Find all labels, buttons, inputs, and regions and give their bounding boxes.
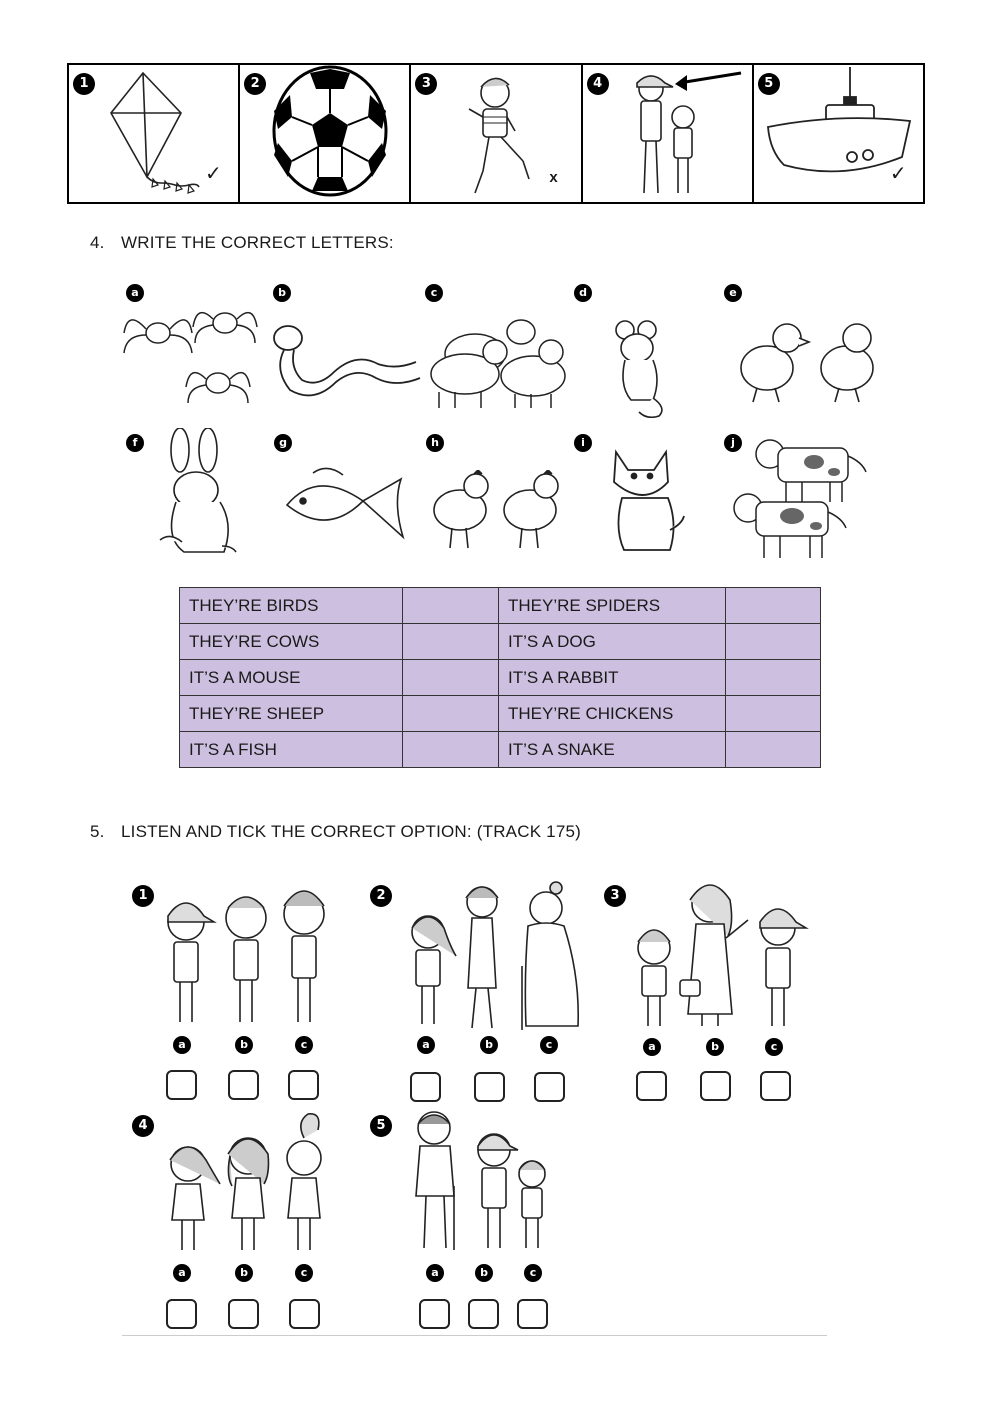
tick-mark: ✓ [205,163,222,185]
item-number-badge: 2 [244,73,266,95]
table-row [180,732,821,768]
item-number-badge: 5 [758,73,780,95]
table-cell-text: THEY’RE SPIDERS [499,588,726,624]
exercise-4-heading [90,233,394,253]
letter-badge: g [274,434,292,452]
tick-box[interactable] [228,1299,259,1329]
matching-table [179,587,821,768]
tick-box[interactable] [700,1071,731,1101]
strip-cell-kite [69,65,240,202]
answer-cell[interactable] [403,732,499,768]
strip-cell-cap-boys [583,65,754,202]
option-badge: c [295,1036,313,1054]
answer-cell[interactable] [403,660,499,696]
three-boys-icon [158,878,338,1028]
option-badge: b [235,1036,253,1054]
option-badge: b [235,1264,253,1282]
letter-badge: d [574,284,592,302]
exercise-number: 4. [90,233,105,252]
letter-badge: c [425,284,443,302]
table-cell-text: IT’S A SNAKE [499,732,726,768]
tick-box[interactable] [166,1070,197,1100]
girl-woman-grandma-icon [400,878,590,1033]
letter-badge: j [724,434,742,452]
table-row [180,660,821,696]
option-badge: b [480,1036,498,1054]
tick-box[interactable] [636,1071,667,1101]
table-cell-text: IT’S A DOG [499,624,726,660]
strip-cell-boat [754,65,923,202]
answer-cell[interactable] [726,624,821,660]
tick-box[interactable] [410,1072,441,1102]
group-number-badge: 2 [370,885,392,907]
spiders-icon [120,295,270,415]
snake-icon [268,320,423,410]
option-badge: a [643,1038,661,1056]
tick-box[interactable] [419,1299,450,1329]
football-icon [240,65,410,202]
table-cell-text: THEY’RE SHEEP [180,696,403,732]
answer-cell[interactable] [726,732,821,768]
exercise-number: 5. [90,822,105,841]
exercise-title: LISTEN AND TICK THE CORRECT OPTION: (TRACK 175) [121,822,581,841]
strip-cell-running-boy [411,65,582,202]
option-badge: a [426,1264,444,1282]
group-number-badge: 5 [370,1115,392,1137]
group-number-badge: 3 [604,885,626,907]
item-number-badge: 1 [73,73,95,95]
option-badge: b [475,1264,493,1282]
table-cell-text: IT’S A RABBIT [499,660,726,696]
cows-icon [726,432,876,564]
group-number-badge: 1 [132,885,154,907]
tick-box[interactable] [760,1071,791,1101]
letter-badge: i [574,434,592,452]
strip-cell-ball [240,65,411,202]
birds-icon [735,316,875,406]
option-badge: b [706,1038,724,1056]
letter-badge: f [126,434,144,452]
tick-box[interactable] [474,1072,505,1102]
answer-cell[interactable] [403,696,499,732]
tick-box[interactable] [228,1070,259,1100]
answer-cell[interactable] [726,660,821,696]
picture-strip [67,63,925,204]
option-badge: c [540,1036,558,1054]
fish-icon [283,465,408,550]
grandpa-boys-icon [408,1106,558,1256]
cross-mark: x [549,169,558,186]
tick-box[interactable] [288,1070,319,1100]
option-badge: a [173,1264,191,1282]
letter-badge: a [126,284,144,302]
answer-cell[interactable] [403,624,499,660]
option-badge: c [295,1264,313,1282]
sheep-icon [425,312,575,412]
tick-box[interactable] [166,1299,197,1329]
tick-box[interactable] [468,1299,499,1329]
table-cell-text: THEY’RE BIRDS [180,588,403,624]
tick-box[interactable] [534,1072,565,1102]
table-cell-text: IT’S A MOUSE [180,660,403,696]
mouse-icon [605,318,685,418]
answer-cell[interactable] [726,696,821,732]
option-badge: c [765,1038,783,1056]
bottom-divider [122,1335,827,1336]
option-badge: c [524,1264,542,1282]
dog-icon [608,448,688,554]
chickens-icon [428,470,568,552]
rabbit-icon [150,428,240,558]
answer-cell[interactable] [726,588,821,624]
table-row [180,696,821,732]
option-badge: a [417,1036,435,1054]
option-badge: a [173,1036,191,1054]
answer-cell[interactable] [403,588,499,624]
letter-badge: b [273,284,291,302]
boy-mother-boy-icon [630,878,820,1030]
table-row [180,624,821,660]
exercise-5-heading [90,822,581,842]
tick-box[interactable] [289,1299,320,1329]
exercise-title: WRITE THE CORRECT LETTERS: [121,233,394,252]
letter-badge: h [426,434,444,452]
table-cell-text: THEY’RE COWS [180,624,403,660]
item-number-badge: 3 [415,73,437,95]
tick-box[interactable] [517,1299,548,1329]
three-girls-icon [160,1108,340,1256]
item-number-badge: 4 [587,73,609,95]
group-number-badge: 4 [132,1115,154,1137]
table-row [180,588,821,624]
table-cell-text: THEY’RE CHICKENS [499,696,726,732]
tick-mark: ✓ [889,163,907,185]
table-cell-text: IT’S A FISH [180,732,403,768]
boys-with-cap-icon [583,65,753,202]
letter-badge: e [724,284,742,302]
